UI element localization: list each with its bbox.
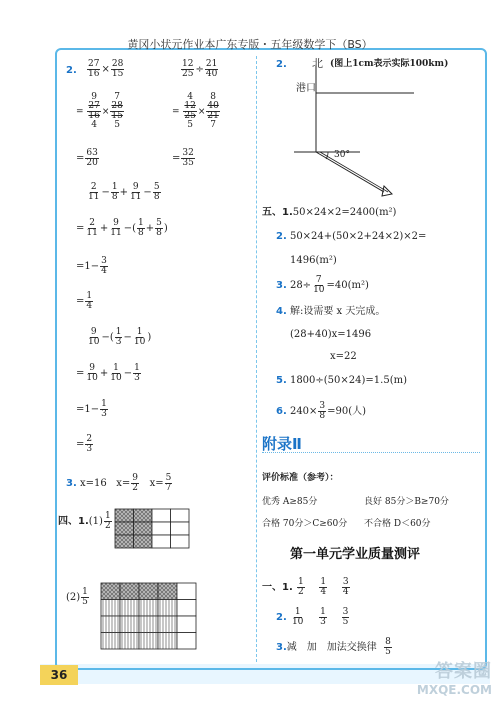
grid-cell [115, 509, 134, 522]
q5-line2: 2. 50×24+(50×2+24×2)×2= [276, 231, 427, 242]
watermark: 答案圈 MXQE.COM [416, 661, 492, 697]
north-label: 北 [312, 57, 323, 70]
unit-q2-answers: 2. $\frac{1}{10}$ $\frac{1}{3}$ $\frac{3}{5}$ [276, 607, 349, 627]
grid-cell [139, 600, 158, 617]
grid-cell [139, 583, 158, 600]
grid-cell [177, 600, 196, 617]
qd-line1: $\frac{9}{10}$ −( $\frac{1}{3}$ − $\frac{1}{10}$ ) [88, 327, 152, 347]
qd-line2: = $\frac{9}{10}$ + $\frac{1}{10}$ − $\frac{1}{3}$ [76, 363, 140, 383]
grid-cell [171, 509, 190, 522]
grid-cell [177, 583, 196, 600]
q2b-result: = $\frac{32}{35}$ [172, 148, 194, 168]
criteria-fail: 不合格 D＜60分 [364, 519, 431, 529]
unit-q3-answers: 3.减 加 加法交换律 $\frac{8}{5}$ [276, 637, 391, 657]
grid-cell [120, 616, 139, 633]
grid-cell [158, 600, 177, 617]
q5-line5: 5. 1800÷(50×24)=1.5(m) [276, 375, 407, 386]
criteria-pass: 合格 70分＞C≥60分 [262, 519, 348, 529]
qd-line3: =1− $\frac{1}{3}$ [76, 399, 107, 419]
criteria-excellent: 优秀 A≥85分 [262, 497, 318, 507]
criteria-good: 良好 85分＞B≥70分 [364, 497, 449, 507]
q5-line1: 五、1.50×24×2=2400(m²) [262, 207, 397, 218]
scale-note: (图上1cm表示实际100km) [330, 59, 449, 69]
port-label: 港口 [296, 83, 316, 94]
question-2-number: 2. [66, 65, 77, 76]
q2a-result: = $\frac{63}{20}$ [76, 148, 98, 168]
grid-cell [152, 522, 171, 535]
grid-cell [177, 633, 196, 650]
angle-label: 30° [334, 150, 350, 160]
grid-cell [120, 600, 139, 617]
q2b-expression: $\frac{12}{25}$ ÷ $\frac{21}{40}$ [182, 59, 218, 79]
question-4-1-label: 四、1.(1) $\frac{1}{2}$ [58, 511, 111, 531]
grid-cell [115, 522, 134, 535]
q5-line6: 6. 240× $\frac{3}{8}$ =90(人) [276, 401, 367, 421]
q5-line4: 4. 解:设需要 x 天完成。 [276, 306, 386, 317]
qc-line4: = $\frac{1}{4}$ [76, 291, 93, 311]
page-number: 36 [40, 665, 78, 685]
q5-line4b: (28+40)x=1496 [290, 329, 372, 340]
grid-fifth-shaded [100, 582, 198, 652]
q2b-step2: = 4 12 25 5 × 8 40 21 7 [172, 92, 219, 130]
qd-line4: = $\frac{2}{3}$ [76, 434, 93, 454]
unit-test-title: 第一单元学业质量测评 [290, 547, 421, 562]
appendix-divider [262, 452, 480, 453]
grid-cell [152, 509, 171, 522]
grid-cell [101, 616, 120, 633]
qc-line1: $\frac{2}{11}$ − $\frac{1}{8}$ + $\frac{9}{11}$ − $\frac{5}{8}$ [88, 182, 160, 202]
grid-cell [152, 535, 171, 548]
grid-cell [101, 600, 120, 617]
page-header: 黄冈小状元作业本广东专版・五年级数学下（BS） [127, 38, 373, 51]
grid-cell [120, 633, 139, 650]
grid-cell [177, 616, 196, 633]
appendix-title: 附录Ⅱ [262, 435, 302, 453]
q2a-step2: = 9 27 16 4 × 7 28 15 5 [76, 92, 123, 130]
direction-map [288, 57, 428, 202]
grid-cell [134, 522, 153, 535]
question-4-2-label: (2) $\frac{1}{5}$ [66, 587, 88, 607]
criteria-title: 评价标准（参考）： [262, 473, 339, 483]
grid-cell [158, 633, 177, 650]
grid-cell [158, 616, 177, 633]
grid-cell [139, 616, 158, 633]
grid-cell [120, 583, 139, 600]
grid-cell [101, 633, 120, 650]
grid-cell [171, 522, 190, 535]
grid-cell [101, 583, 120, 600]
question-3-answers: 3. x=16 x= $\frac{9}{2}$ x= $\frac{5}{7}$ [66, 473, 172, 493]
right-question-2-number: 2. [276, 59, 287, 70]
unit-q1-answers: 一、1. $\frac{1}{2}$ $\frac{1}{4}$ $\frac{3}{4}$ [262, 577, 349, 597]
grid-cell [158, 583, 177, 600]
grid-cell [171, 535, 190, 548]
column-divider [256, 56, 257, 662]
q5-line3: 3. 28÷ $\frac{7}{10}$ =40(m²) [276, 275, 369, 295]
q2a-expression: $\frac{27}{16}$ × $\frac{28}{15}$ [88, 59, 124, 79]
qc-line3: =1− $\frac{3}{4}$ [76, 256, 107, 276]
grid-cell [134, 535, 153, 548]
grid-cell [134, 509, 153, 522]
grid-cell [139, 633, 158, 650]
qc-line2: = $\frac{2}{11}$ + $\frac{9}{11}$ −( $\frac{1}{8}$ + $\frac{5}{8}$ ) [76, 218, 168, 238]
grid-half-shaded [114, 508, 190, 550]
q5-line4c: x=22 [330, 351, 357, 362]
q5-line2b: 1496(m²) [290, 255, 337, 266]
grid-cell [115, 535, 134, 548]
